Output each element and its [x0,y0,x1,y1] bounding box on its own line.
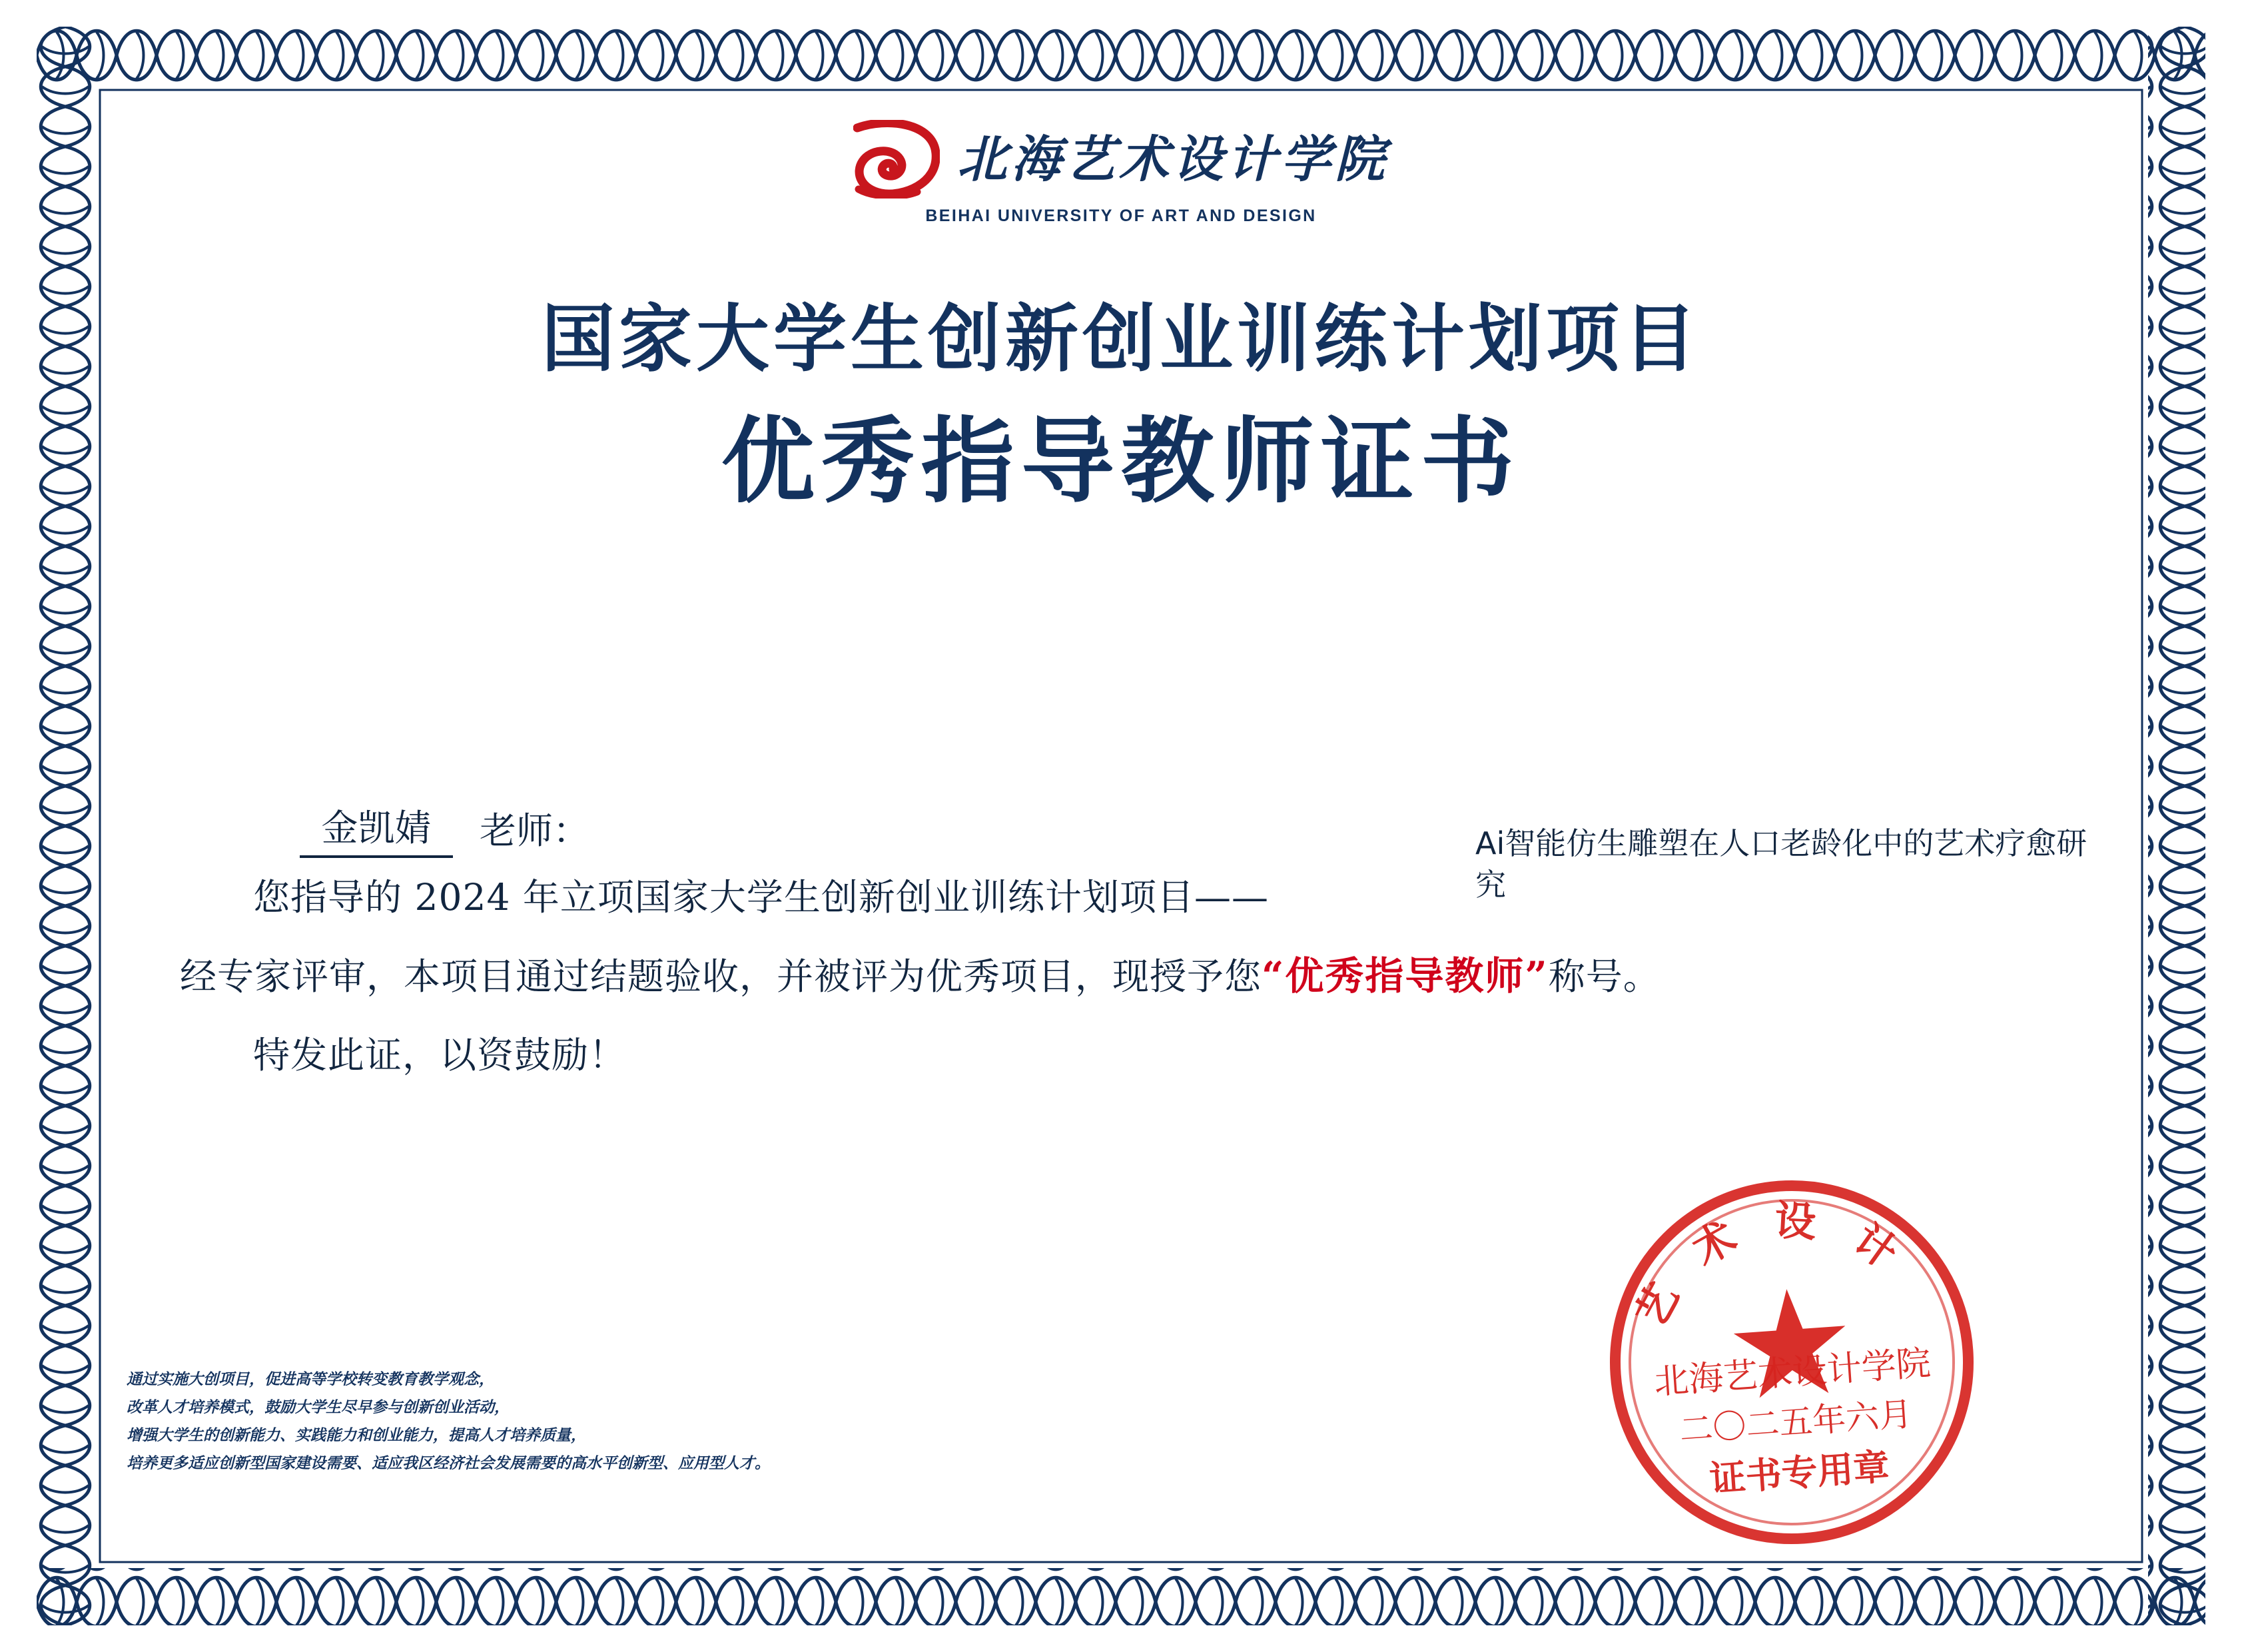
recipient-suffix: 老师： [480,809,590,852]
body-line-2-suffix: 称号。 [1548,955,1661,998]
honor-title: “优秀指导教师” [1262,953,1549,999]
institution-logo-block [0,120,2242,226]
recipient-name: 金凯婧 [300,799,453,858]
footnote-line-3: 增强大学生的创新能力、实践能力和创业能力，提高人才培养质量， [127,1426,586,1444]
body-line-1: 您指导的 2024 年立项国家大学生创新创业训练计划项目—— [253,876,1269,919]
body-line-3: 特发此证，以资鼓励！ [253,1034,627,1076]
official-seal [1589,1160,1994,1565]
beihai-spiral-logo-icon [853,120,940,199]
footnote-block [127,1366,1126,1477]
svg-text:艺 术 设 计: 艺 术 设 计 [1626,1196,1916,1335]
project-title: Ai智能仿生雕塑在人口老龄化中的艺术疗愈研究 [1475,825,2087,903]
logo-chinese-name: 北海艺术设计学院 [956,129,1389,189]
footnote-line-1: 通过实施大创项目，促进高等学校转变教育教学观念， [127,1370,494,1388]
seal-purpose-line: 证书专用章 [1708,1445,1891,1500]
logo-english-name: BEIHAI UNIVERSITY OF ART AND DESIGN [925,206,1317,225]
footnote-line-4: 培养更多适应创新型国家建设需要、适应我区经济社会发展需要的高水平创新型、应用型人才。 [127,1454,770,1472]
logo-row [853,120,1389,199]
body-line-2-prefix: 经专家评审，本项目通过结题验收，并被评为优秀项目，现授予您 [180,955,1262,998]
seal-institution-line: 北海艺术设计学院 [1653,1343,1932,1403]
body-line-2 [180,937,2071,1016]
seal-date-line: 二〇二五年六月 [1678,1394,1914,1449]
footnote-line-2: 改革人才培养模式，鼓励大学生尽早参与创新创业活动， [127,1398,510,1416]
certificate-title-block [0,293,2242,518]
certificate-title-line1: 国家大学生创新创业训练计划项目 [542,296,1700,382]
certificate-title-line2: 优秀指导教师证书 [721,406,1521,516]
